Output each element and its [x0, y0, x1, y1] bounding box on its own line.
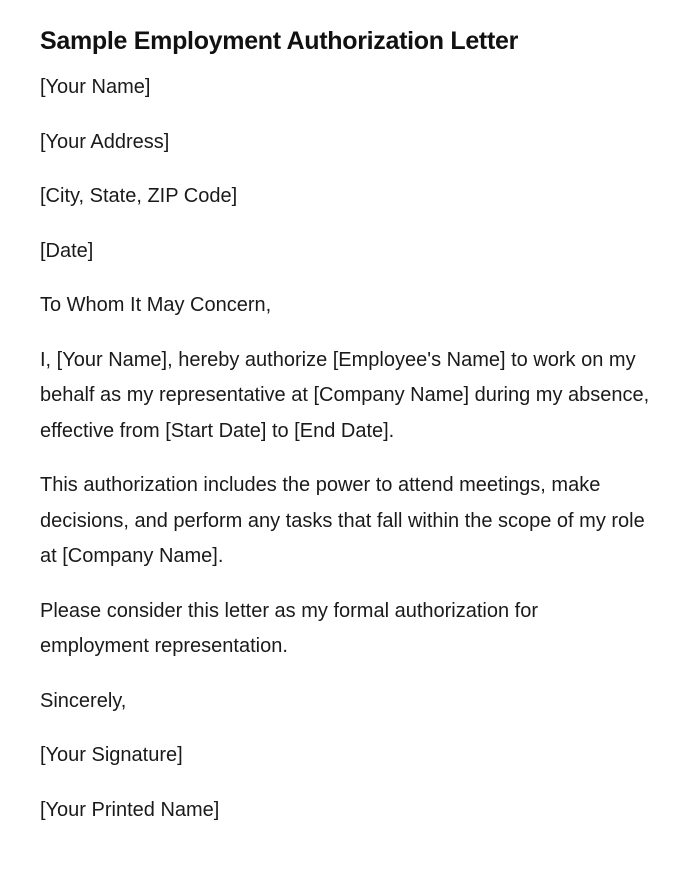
salutation: To Whom It May Concern, — [40, 294, 272, 316]
sender-address: [Your Address] — [40, 130, 170, 153]
document-title: Sample Employment Authorization Letter — [40, 27, 519, 55]
signature-placeholder: [Your Signature] — [40, 744, 183, 766]
body-paragraph-closing-note: Please consider this letter as my formal authorization for employment representation. — [40, 599, 538, 657]
closing: Sincerely, — [40, 689, 127, 712]
sender-city-state-zip: [City, State, ZIP Code] — [40, 185, 238, 207]
body-paragraph-authorization: I, [Your Name], hereby authorize [Employee's Name] to work on my behalf as my representative at [Company Name] during my absence, effective from [Start Date] to [End Date]. — [40, 348, 650, 442]
sender-name: [Your Name] — [40, 76, 151, 98]
printed-name-placeholder: [Your Printed Name] — [40, 798, 220, 821]
letter-date: [Date] — [40, 239, 94, 262]
body-paragraph-scope: This authorization includes the power to attend meetings, make decisions, and perform any tasks that fall within the scope of my role at [Company Name]. — [40, 474, 645, 567]
